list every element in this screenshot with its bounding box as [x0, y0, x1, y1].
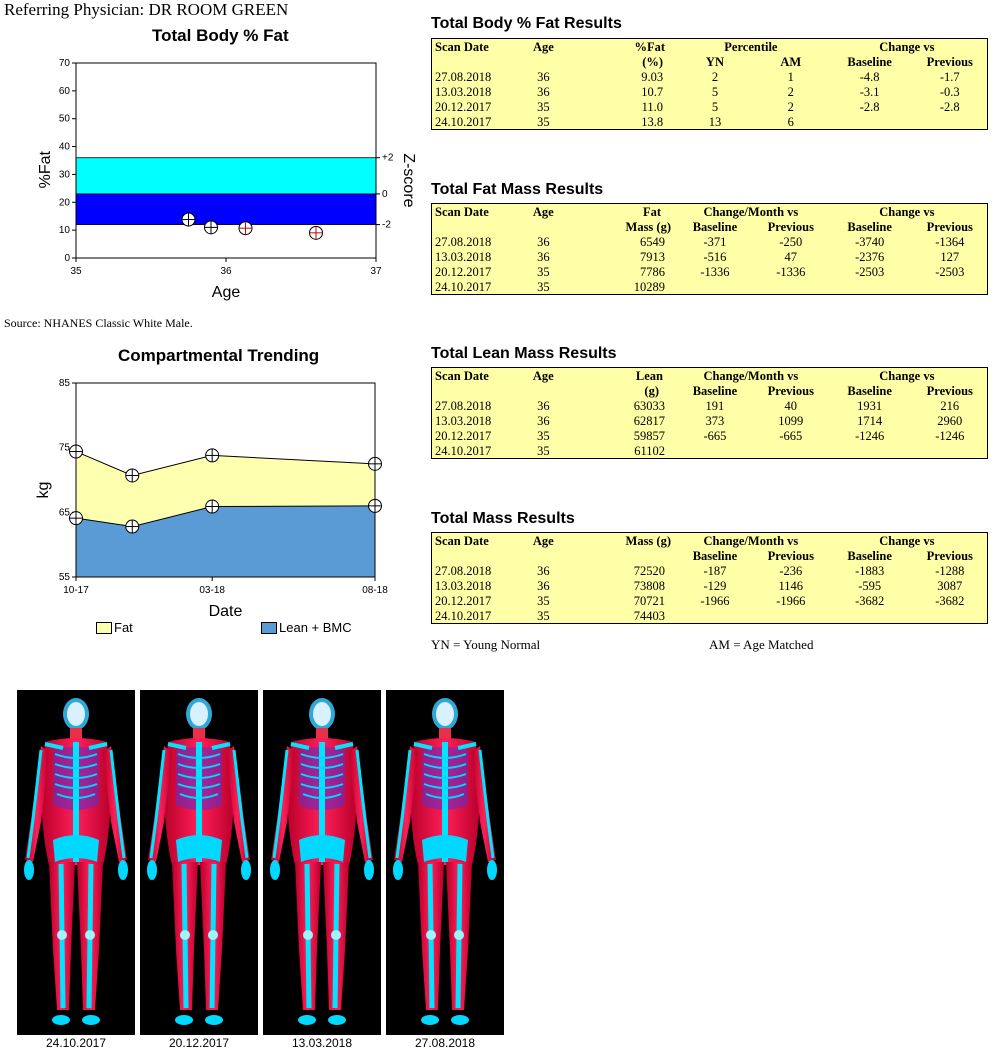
y-tick-label: 55: [58, 572, 70, 583]
scan-date-4: 27.08.2018: [414, 1036, 476, 1050]
table-row: 20.12.2017 35 11.0 5 2 -2.8 -2.8: [435, 99, 960, 114]
z-tick-label: +2: [382, 152, 394, 164]
hdr-scan-date: Scan Date: [435, 39, 489, 54]
hdr-pct-unit: (%): [642, 54, 664, 69]
table-row: 27.08.2018 36 9.03 2 1 -4.8 -1.7: [435, 69, 960, 84]
hdr-am: AM: [780, 54, 802, 69]
table-row: 13.03.2018 36 7913 -516 47 -2376 127: [435, 249, 960, 264]
scan-date-3: 13.03.2018: [291, 1036, 353, 1050]
table-row: 27.08.2018 36 6549 -371 -250 -3740 -1364: [435, 234, 965, 249]
y-axis-label: %Fat: [37, 151, 54, 189]
table-row: 24.10.2017 35 61102: [435, 443, 665, 458]
hdr-previous: Previous: [926, 54, 973, 69]
hdr-yn: YN: [705, 54, 724, 69]
y-tick-label: 60: [58, 85, 70, 97]
y-tick-label: 10: [58, 225, 70, 237]
scan-date-1: 24.10.2017: [45, 1036, 107, 1050]
table-row: 13.03.2018 36 62817 373 1099 1714 2960: [435, 413, 963, 428]
reference-band-1: [76, 194, 376, 225]
trend-chart-title: Compartmental Trending: [118, 346, 320, 365]
y-tick-label: 30: [58, 169, 70, 181]
total-mass-table-title: Total Mass Results: [431, 510, 575, 527]
table-row: 27.08.2018 36 72520 -187 -236 -1883 -1288: [435, 563, 965, 578]
legend-fat-swatch: [96, 622, 112, 634]
y-tick-label: 85: [58, 378, 70, 389]
body-scan-image-1: [17, 690, 135, 1035]
body-scan-icon: [140, 690, 258, 1035]
fat-chart-title: Total Body % Fat: [152, 26, 289, 45]
y-axis-label: kg: [35, 481, 52, 499]
z-tick-label: -2: [382, 219, 391, 231]
body-scan-icon: [17, 690, 135, 1035]
x-tick-label: 08-18: [362, 585, 388, 596]
y-tick-label: 0: [64, 253, 70, 264]
y-tick-label: 40: [58, 141, 70, 153]
body-scan-image-3: [263, 690, 381, 1035]
reference-band-0: [76, 158, 376, 194]
x-axis-label: Age: [211, 284, 241, 301]
x-tick-label: 37: [370, 266, 382, 277]
table-row: 20.12.2017 35 7786 -1336 -1336 -2503 -2503: [435, 264, 965, 279]
y-tick-label: 75: [58, 442, 70, 454]
fat-mass-table: Scan Date Age Fat Change/Month vs Change vs Mass (g) Baseline Previous Baseline Previous 27.08.2018 36 6549 -371 -250 -3740 -1364 13.03.2018 36 7913 -516 47 -2376 127 20.12.2017 35 7786 -1336 -1336 -2503 -2503 24.10.2017 35 10289: [431, 203, 988, 295]
fat-mass-table-title: Total Fat Mass Results: [431, 181, 604, 198]
x-tick-label: 10-17: [63, 585, 89, 596]
table-row: 24.10.2017 35 74403: [435, 608, 665, 623]
legend-lean-label: Lean + BMC: [279, 620, 352, 635]
x-tick-label: 03-18: [199, 585, 225, 596]
table-row: 27.08.2018 36 63033 191 40 1931 216: [435, 398, 960, 413]
body-scan-icon: [386, 690, 504, 1035]
table-row: 24.10.2017 35 10289: [435, 279, 665, 294]
referring-physician: Referring Physician: DR ROOM GREEN: [4, 0, 289, 19]
table-row: 20.12.2017 35 70721 -1966 -1966 -3682 -3682: [435, 593, 965, 608]
table-row: 13.03.2018 36 10.7 5 2 -3.1 -0.3: [435, 84, 960, 99]
legend-lean-swatch: [261, 622, 277, 634]
table-row: 13.03.2018 36 73808 -129 1146 -595 3087: [435, 578, 963, 593]
hdr-percentile: Percentile: [724, 39, 778, 54]
pct-fat-table: [431, 38, 988, 130]
lean-mass-table: Scan Date Age Lean Change/Month vs Change vs (g) Baseline Previous Baseline Previous 27.08.2018 36 63033 191 40 1931 216 13.03.2018 36 62817 373 1099 1714 2960 20.12.2017 35 59857 -665 -665 -1246 -1246 24.10.2017 35 61102: [431, 367, 988, 459]
z-tick-label: 0: [382, 188, 388, 200]
y-tick-label: 65: [58, 507, 70, 519]
scan-date-2: 20.12.2017: [168, 1036, 230, 1050]
body-scan-icon: [263, 690, 381, 1035]
y-tick-label: 70: [58, 58, 70, 69]
body-scan-image-4: [386, 690, 504, 1035]
table-row: 24.10.2017 35 13.8 13 6: [435, 114, 794, 129]
table-row: 20.12.2017 35 59857 -665 -665 -1246 -1246: [435, 428, 965, 443]
x-axis-label: Date: [208, 603, 243, 620]
z-axis-label: Z-score: [400, 153, 417, 208]
hdr-baseline: Baseline: [847, 54, 892, 69]
hdr-change-vs: Change vs: [879, 39, 935, 54]
legend-fat-label: Fat: [114, 620, 133, 635]
compartmental-trend-chart: [0, 372, 420, 642]
x-tick-label: 35: [70, 266, 82, 277]
y-tick-label: 50: [58, 113, 70, 125]
hdr-age: Age: [532, 39, 554, 54]
total-mass-table: Scan Date Age Mass (g) Change/Month vs Change vs Baseline Previous Baseline Previous 27.08.2018 36 72520 -187 -236 -1883 -1288 13.03.2018 36 73808 -129 1146 -595 3087 20.12.2017 35 70721 -1966 -1966 -3682 -3682 24.10.2017 35 74403: [431, 532, 988, 624]
y-tick-label: 20: [58, 197, 70, 209]
source-note: Source: NHANES Classic White Male.: [4, 316, 193, 330]
lean-mass-table-title: Total Lean Mass Results: [431, 345, 617, 362]
fat-percent-chart: [0, 50, 420, 310]
hdr-pct-fat: %Fat: [634, 39, 666, 54]
body-scan-image-2: [140, 690, 258, 1035]
pct-fat-table-title: Total Body % Fat Results: [431, 15, 622, 32]
yn-note: YN = Young Normal: [431, 637, 541, 652]
am-note: AM = Age Matched: [709, 637, 814, 652]
x-tick-label: 36: [220, 266, 232, 277]
